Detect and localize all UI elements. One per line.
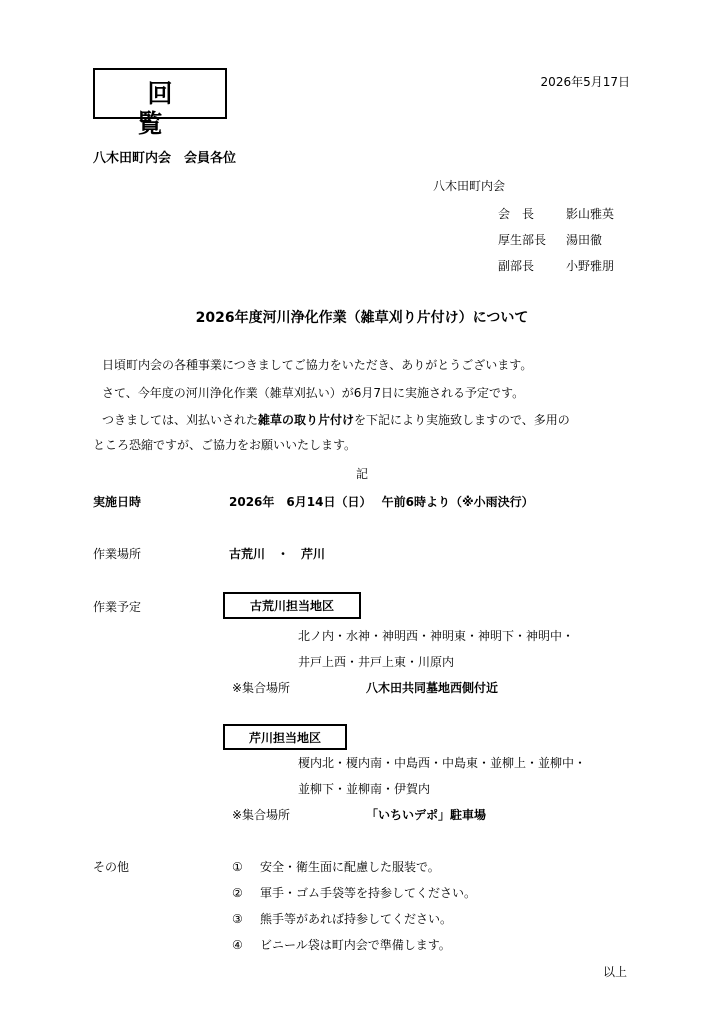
document-title: 2026年度河川浄化作業（雑草刈り片付け）について: [195, 310, 529, 326]
closing-mark: 以上: [602, 965, 627, 979]
meeting-place: 「いちいデポ」駐車場: [366, 808, 487, 822]
officer-title-3: 副部長: [498, 259, 535, 273]
area-districts-line1: 榎内北・榎内南・中島西・中島東・並柳上・並柳中・: [298, 756, 587, 770]
body-paragraph-3-line2: ところ恐縮ですが、ご協力をお願いいたします。: [93, 438, 357, 452]
other-item-number: ③: [232, 912, 243, 926]
officer-name-1: 影山雅英: [566, 207, 615, 221]
place-label: 作業場所: [93, 547, 142, 561]
body-paragraph-3-part-c: を下記により実施致しますので、多用の: [354, 413, 570, 427]
meeting-label: ※集合場所: [232, 681, 291, 695]
area-districts-line2: 並柳下・並柳南・伊賀内: [298, 782, 431, 796]
other-item: [232, 859, 440, 875]
date-value: 2026年 6月14日（日） 午前6時より（※小雨決行）: [229, 495, 534, 509]
body-paragraph-3-part-a: つきましては、刈払いされた: [102, 413, 259, 427]
other-item-text: ビニール袋は町内会で準備します。: [260, 938, 451, 952]
date-label: 実施日時: [93, 495, 142, 509]
kairan-stamp-box: [93, 68, 227, 138]
officer-name-2: 湯田徹: [566, 233, 603, 247]
officer-title-1: 会 長: [498, 207, 535, 221]
area-districts-line2: 井戸上西・井戸上東・川原内: [298, 655, 455, 669]
issue-date: 2026年5月17日: [540, 75, 630, 89]
meeting-label: ※集合場所: [232, 808, 291, 822]
area-box-furu-arakawa: [223, 592, 361, 619]
area-name: 芹川担当地区: [248, 731, 321, 745]
officer-name-3: 小野雅朋: [566, 259, 615, 273]
meeting-place: 八木田共同墓地西側付近: [366, 681, 499, 695]
other-item-text: 安全・衛生面に配慮した服装で。: [260, 860, 440, 874]
other-item: [232, 911, 452, 927]
body-paragraph-3-emphasis: 雑草の取り片付け: [258, 413, 355, 427]
sender-org: 八木田町内会: [433, 179, 506, 193]
other-item-number: ①: [232, 860, 243, 874]
other-item-number: ④: [232, 938, 243, 952]
kairan-title: 回 覧: [137, 79, 193, 138]
officer-title-2: 厚生部長: [498, 233, 547, 247]
other-item-text: 軍手・ゴム手袋等を持参してください。: [260, 886, 477, 900]
area-districts-line1: 北ノ内・水神・神明西・神明東・神明下・神明中・: [298, 629, 575, 643]
body-paragraph-2: さて、今年度の河川浄化作業（雑草刈払い）が6月7日に実施される予定です。: [102, 386, 525, 400]
other-item: [232, 885, 476, 901]
area-name: 古荒川担当地区: [249, 599, 334, 613]
area-box-serikawa: [223, 724, 347, 750]
other-item: [232, 937, 451, 953]
ki-marker: 記: [356, 467, 369, 481]
addressee: 八木田町内会 会員各位: [93, 151, 237, 166]
other-label: その他: [93, 860, 130, 874]
other-item-text: 熊手等があれば持参してください。: [260, 912, 453, 926]
plan-label: 作業予定: [93, 600, 142, 614]
body-paragraph-1: 日頃町内会の各種事業につきましてご協力をいただき、ありがとうございます。: [102, 358, 533, 372]
place-value: 古荒川 ・ 芹川: [229, 547, 326, 561]
other-item-number: ②: [232, 886, 243, 900]
body-paragraph-3: [102, 412, 570, 428]
